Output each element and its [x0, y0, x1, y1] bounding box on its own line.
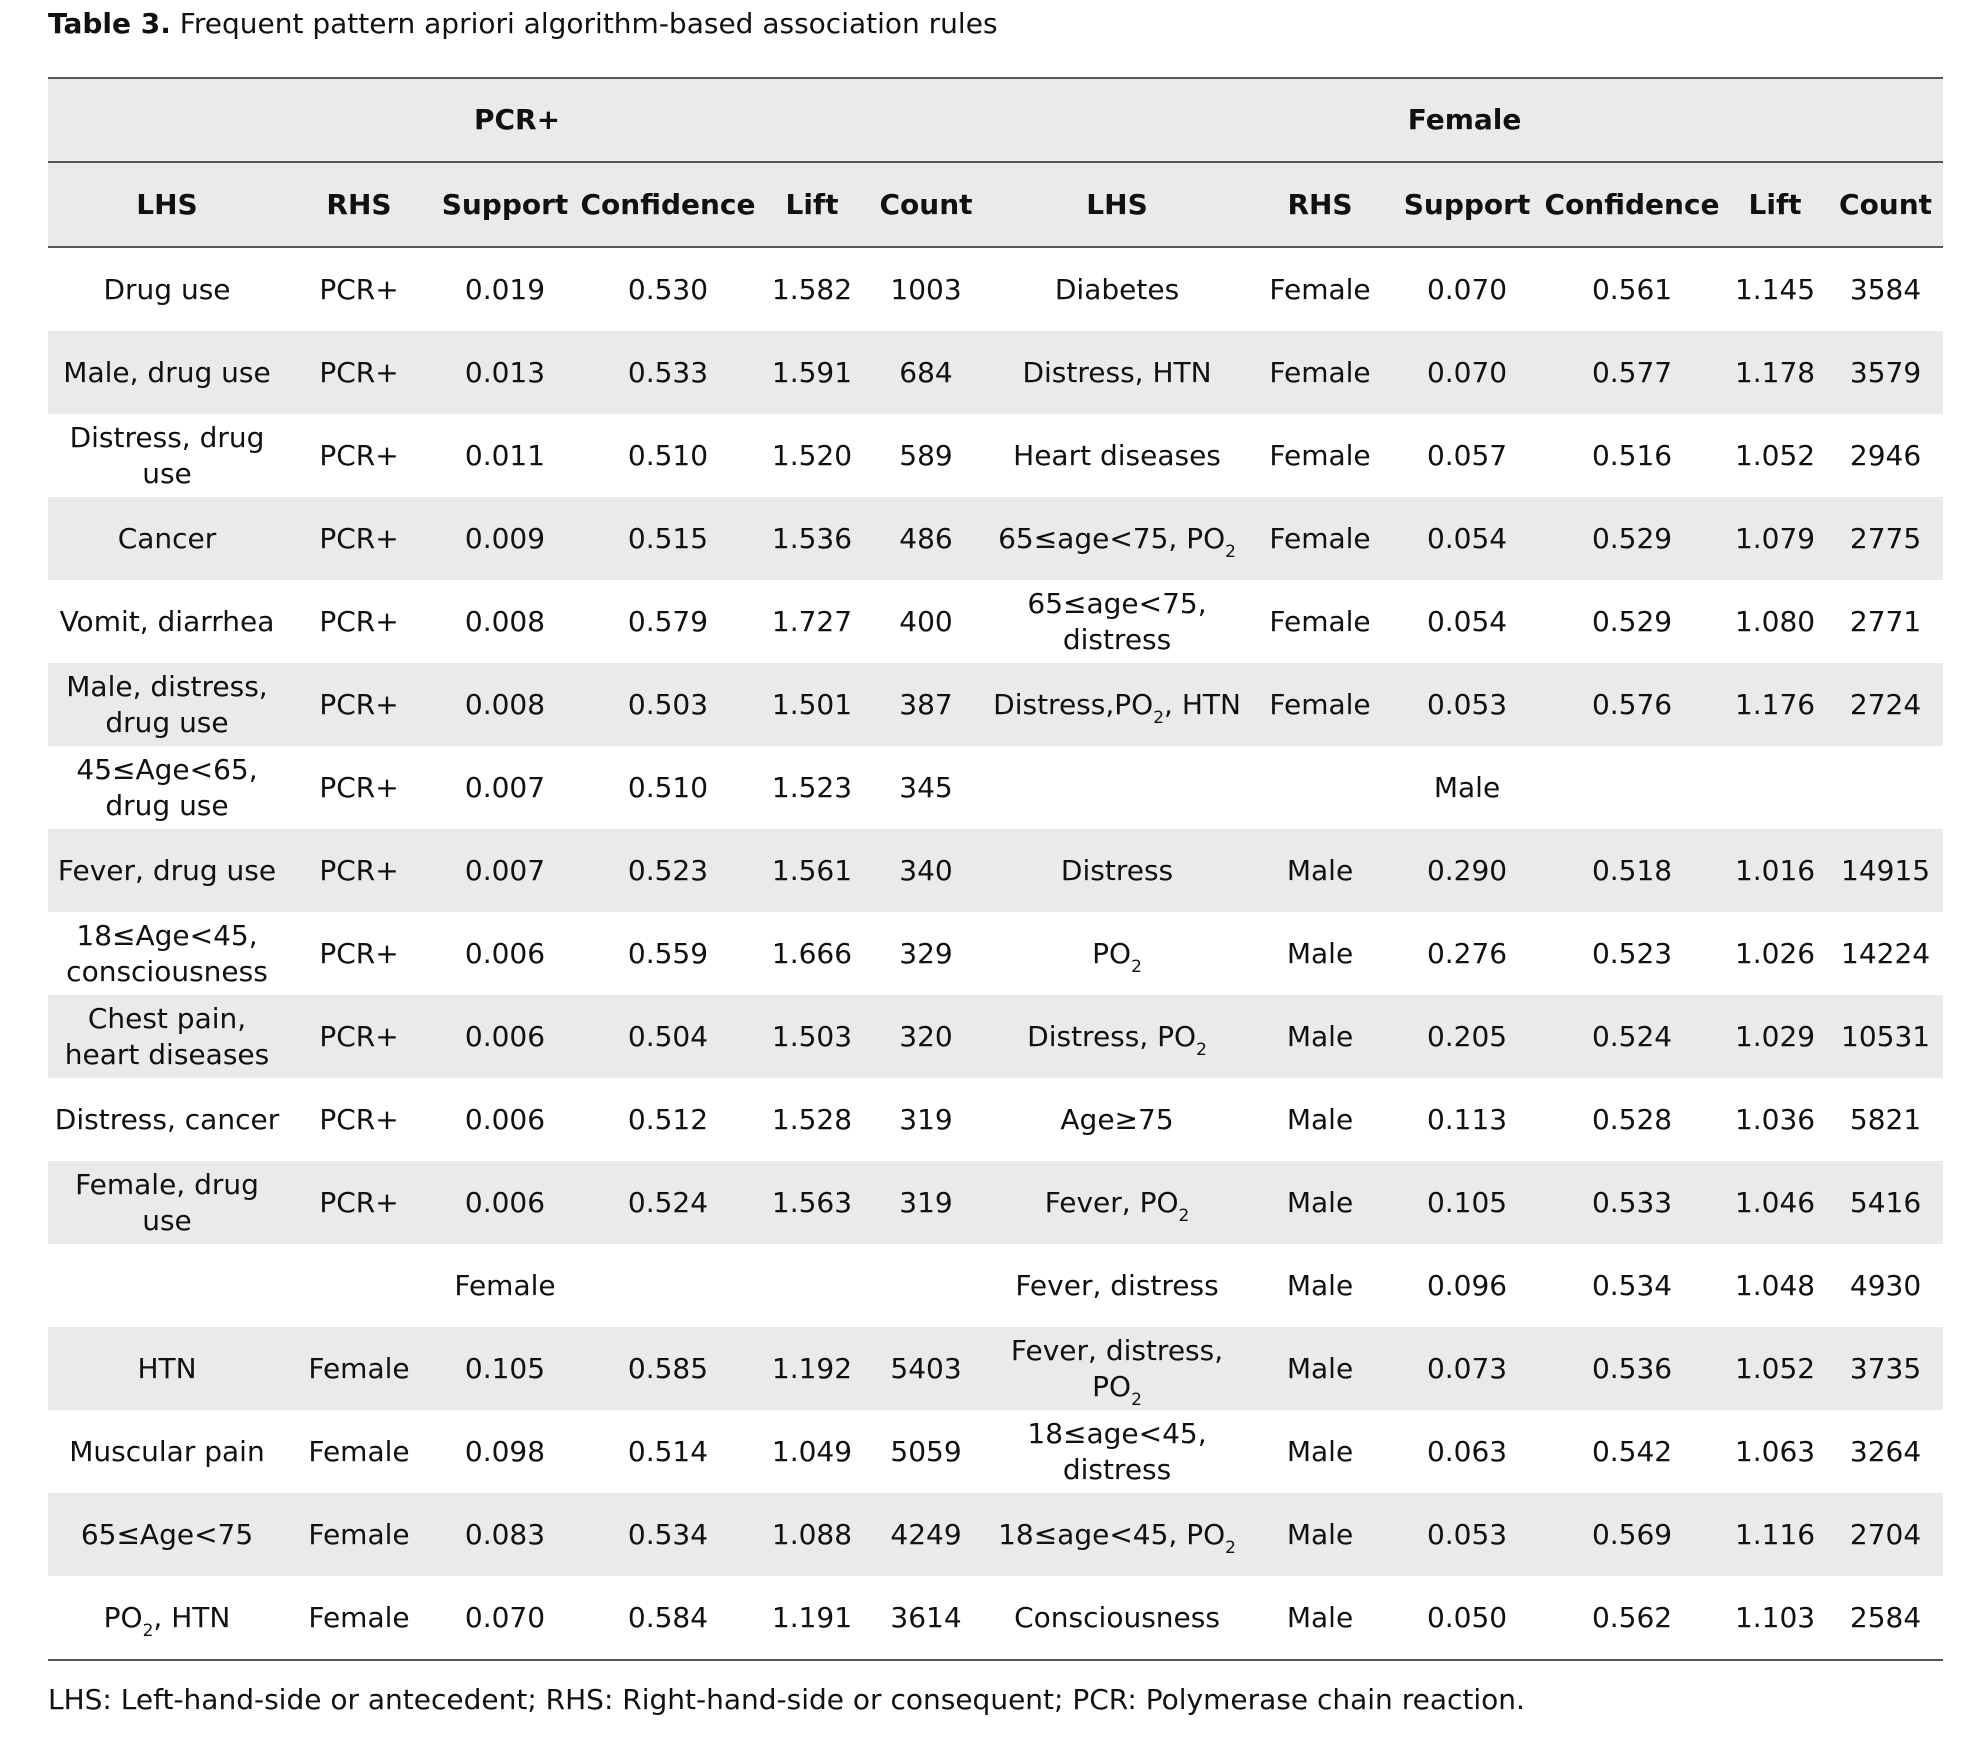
- column-header-confidence: Confidence: [578, 162, 758, 247]
- table-cell: Fever, distress: [1015, 1268, 1219, 1302]
- table-row: [48, 746, 1943, 829]
- table-cell: 0.503: [578, 663, 758, 746]
- table-cell: PCR+: [286, 497, 432, 580]
- table-cell: 0.534: [578, 1493, 758, 1576]
- table-cell: 1.036: [1734, 1102, 1816, 1136]
- table-cell: 3579: [1828, 331, 1943, 414]
- table-cell: 0.073: [1392, 1327, 1542, 1410]
- table-cell: 0.008: [432, 663, 578, 746]
- table-cell: 1.561: [758, 829, 866, 912]
- table-cell: 1.088: [758, 1493, 866, 1576]
- table-cell: 1.563: [758, 1161, 866, 1244]
- table-cell: Age≥75: [1060, 1102, 1174, 1136]
- table-cell: PCR+: [286, 995, 432, 1078]
- table-row: [48, 247, 1943, 331]
- table-row: [48, 1493, 1943, 1576]
- table-cell: PCR+: [319, 272, 399, 306]
- table-cell: 0.096: [1426, 1268, 1508, 1302]
- table-cell: 5821: [1849, 1102, 1922, 1136]
- table-cell: 319: [866, 1161, 986, 1244]
- table-cell: 0.054: [1392, 497, 1542, 580]
- table-cell: 0.007: [464, 770, 546, 804]
- table-cell: 0.105: [432, 1327, 578, 1410]
- table-cell: 1.052: [1722, 1327, 1828, 1410]
- table-cell: 0.514: [627, 1434, 709, 1468]
- table-cell: 329: [899, 936, 953, 970]
- table-cell: 18≤age<45, $PO_2$: [986, 1493, 1248, 1576]
- table-cell: 1.048: [1734, 1268, 1816, 1302]
- table-cell: Cancer: [48, 497, 286, 580]
- table-cell: Male: [1286, 1102, 1354, 1136]
- table-cell: Female: [1269, 272, 1371, 306]
- table-cell: PCR+: [319, 604, 399, 638]
- column-header-confidence: Confidence: [1542, 162, 1722, 247]
- table-cell: PCR+: [319, 438, 399, 472]
- table-row: [48, 912, 1943, 995]
- table-cell: 1.016: [1722, 829, 1828, 912]
- table-cell: 0.516: [1591, 438, 1673, 472]
- table-cell: 14224: [1841, 936, 1931, 970]
- table-cell: 0.053: [1392, 1493, 1542, 1576]
- subgroup-label-male: Male: [1433, 770, 1501, 804]
- table-cell: 1.049: [771, 1434, 853, 1468]
- column-header-support: Support: [432, 162, 578, 247]
- table-cell: 0.579: [627, 604, 709, 638]
- column-header-support: Support: [1392, 162, 1542, 247]
- table-cell: 0.063: [1426, 1434, 1508, 1468]
- table-cell: Fever, distress, $PO_2$: [986, 1327, 1248, 1410]
- table-cell: 3264: [1849, 1434, 1922, 1468]
- table-cell: 0.562: [1542, 1576, 1722, 1660]
- table-cell: 0.559: [627, 936, 709, 970]
- table-cell: Male: [1248, 1493, 1392, 1576]
- table-cell: 3735: [1828, 1327, 1943, 1410]
- table-cell-empty: [1542, 746, 1943, 829]
- table-cell: 45≤Age<65, drug use: [76, 752, 258, 822]
- table-cell: 65≤age<75, $PO_2$: [986, 497, 1248, 580]
- table-cell: 0.584: [578, 1576, 758, 1660]
- table-cell: Distress: [986, 829, 1248, 912]
- table-cell: Muscular pain: [69, 1434, 265, 1468]
- table-cell: $Distress,PO_2$, HTN: [986, 663, 1248, 746]
- table-row: [48, 1327, 1943, 1410]
- table-row: [48, 663, 1943, 746]
- table-cell: 400: [899, 604, 953, 638]
- table-cell: Female: [286, 1493, 432, 1576]
- table-cell: 0.523: [578, 829, 758, 912]
- table-cell: $PO_2$: [1092, 936, 1142, 977]
- table-cell: Female: [1248, 497, 1392, 580]
- table-row: [48, 1410, 1943, 1493]
- table-cell: 0.205: [1392, 995, 1542, 1078]
- table-cell: 684: [866, 331, 986, 414]
- table-footnote: LHS: Left-hand-side or antecedent; RHS: Right-hand-side or consequent; PCR: Polymerase chain reaction.: [48, 1683, 1525, 1716]
- table-row: [48, 1078, 1943, 1161]
- group-header-row: [48, 78, 1943, 162]
- table-cell: Vomit, diarrhea: [59, 604, 275, 638]
- table-cell: 4249: [866, 1493, 986, 1576]
- table-row: [48, 1161, 1943, 1244]
- table-cell: 0.512: [627, 1102, 709, 1136]
- table-cell: Drug use: [103, 272, 231, 306]
- table-row: [48, 1576, 1943, 1660]
- table-cell: 0.276: [1426, 936, 1508, 970]
- table-cell: 0.105: [1392, 1161, 1542, 1244]
- table-cell: 0.518: [1542, 829, 1722, 912]
- column-header-lift: Lift: [1722, 162, 1828, 247]
- table-cell: 3584: [1849, 272, 1922, 306]
- table-cell: 2724: [1828, 663, 1943, 746]
- table-cell: 1.727: [771, 604, 853, 638]
- table-cell: 0.534: [1591, 1268, 1673, 1302]
- table-cell: Distress, HTN: [986, 331, 1248, 414]
- table-cell: Female: [286, 1327, 432, 1410]
- column-header-lhs: LHS: [986, 162, 1248, 247]
- table-cell: 2584: [1828, 1576, 1943, 1660]
- table-cell: Distress, $PO_2$: [986, 995, 1248, 1078]
- table-row: [48, 829, 1943, 912]
- table-cell: 0.098: [464, 1434, 546, 1468]
- table-cell: 319: [899, 1102, 953, 1136]
- table-cell: 0.009: [432, 497, 578, 580]
- table-cell: 0.504: [578, 995, 758, 1078]
- column-header-rhs: RHS: [286, 162, 432, 247]
- table-cell: 10531: [1828, 995, 1943, 1078]
- table-cell: 1.523: [771, 770, 853, 804]
- table-cell: Consciousness: [986, 1576, 1248, 1660]
- table-cell: 2704: [1828, 1493, 1943, 1576]
- table-cell: 0.523: [1591, 936, 1673, 970]
- table-cell: $PO_2$, HTN: [48, 1576, 286, 1660]
- table-cell: 0.577: [1542, 331, 1722, 414]
- table-cell: Male: [1248, 1161, 1392, 1244]
- table-body: [48, 247, 1943, 1660]
- table-cell: 65≤Age<75: [48, 1493, 286, 1576]
- table-title: Frequent pattern apriori algorithm-based association rules: [179, 7, 998, 40]
- table-cell: 0.070: [1392, 331, 1542, 414]
- table-cell: 0.528: [1591, 1102, 1673, 1136]
- table-cell: 0.533: [1542, 1161, 1722, 1244]
- table-cell: Male: [1248, 995, 1392, 1078]
- table-cell: Female: [1269, 438, 1371, 472]
- table-cell: Female: [286, 1576, 432, 1660]
- table-cell: 0.006: [432, 995, 578, 1078]
- table-cell: 0.524: [578, 1161, 758, 1244]
- column-header-row: [48, 162, 1943, 247]
- table-cell: Male, distress, drug use: [48, 663, 286, 746]
- table-cell: 0.006: [464, 936, 546, 970]
- table-cell: 1.536: [758, 497, 866, 580]
- table-cell: 3614: [866, 1576, 986, 1660]
- group-header-female: Female: [986, 78, 1943, 162]
- table-cell: 1.591: [758, 331, 866, 414]
- table-cell: 0.019: [464, 272, 546, 306]
- table-cell: 18≤Age<45, consciousness: [66, 918, 268, 988]
- table-cell: Fever, drug use: [48, 829, 286, 912]
- table-cell: 0.576: [1542, 663, 1722, 746]
- table-cell: Female: [1248, 331, 1392, 414]
- table-cell: 0.008: [464, 604, 546, 638]
- table-cell-empty: [986, 746, 1392, 829]
- table-cell: 5403: [866, 1327, 986, 1410]
- table-cell: 2771: [1849, 604, 1922, 638]
- table-row: [48, 1244, 1943, 1327]
- group-header-pcr: PCR+: [48, 78, 986, 162]
- table-cell: 1.079: [1722, 497, 1828, 580]
- column-header-count: Count: [866, 162, 986, 247]
- table-cell: 0.524: [1542, 995, 1722, 1078]
- table-cell: 0.070: [432, 1576, 578, 1660]
- table-cell: 0.050: [1392, 1576, 1542, 1660]
- table-cell: Fever, $PO_2$: [986, 1161, 1248, 1244]
- table-cell: PCR+: [286, 1161, 432, 1244]
- table-cell: 0.529: [1542, 497, 1722, 580]
- table-cell: 0.006: [432, 1161, 578, 1244]
- table-cell: 1.520: [771, 438, 853, 472]
- table-cell: 1.582: [771, 272, 853, 306]
- table-cell: PCR+: [319, 936, 399, 970]
- table-cell: 0.053: [1392, 663, 1542, 746]
- table-cell: 1.052: [1734, 438, 1816, 472]
- table-row: [48, 995, 1943, 1078]
- table-cell: 2775: [1828, 497, 1943, 580]
- association-rules-table: [48, 77, 1943, 1661]
- table-cell: 0.057: [1426, 438, 1508, 472]
- column-header-count: Count: [1828, 162, 1943, 247]
- table-cell: PCR+: [319, 770, 399, 804]
- table-cell: 0.011: [464, 438, 546, 472]
- table-cell: 1.145: [1734, 272, 1816, 306]
- table-cell: Female: [1248, 663, 1392, 746]
- table-cell: 65≤age<75, distress: [1027, 586, 1207, 656]
- table-cell: Distress, drug use: [69, 420, 265, 490]
- table-cell: Male: [1286, 1434, 1354, 1468]
- table-cell: 1.080: [1734, 604, 1816, 638]
- table-cell: 0.510: [627, 438, 709, 472]
- table-cell: 1.103: [1722, 1576, 1828, 1660]
- table-cell: 4930: [1849, 1268, 1922, 1302]
- table-cell: 0.054: [1426, 604, 1508, 638]
- table-cell: 589: [899, 438, 953, 472]
- table-cell: 0.083: [432, 1493, 578, 1576]
- table-cell: 0.569: [1542, 1493, 1722, 1576]
- table-cell: Male: [1248, 829, 1392, 912]
- table-cell: 0.007: [432, 829, 578, 912]
- table-cell: PCR+: [286, 663, 432, 746]
- table-cell: Chest pain, heart diseases: [48, 995, 286, 1078]
- table-cell: 0.585: [578, 1327, 758, 1410]
- table-cell: 1.178: [1722, 331, 1828, 414]
- table-cell: 1003: [890, 272, 962, 306]
- table-cell: 0.006: [464, 1102, 546, 1136]
- table-cell: 2946: [1849, 438, 1922, 472]
- table-cell: 0.529: [1591, 604, 1673, 638]
- table-cell: 1.029: [1722, 995, 1828, 1078]
- table-cell: 5059: [890, 1434, 962, 1468]
- table-cell: 1.666: [771, 936, 853, 970]
- table-cell: 387: [866, 663, 986, 746]
- table-cell: 14915: [1828, 829, 1943, 912]
- column-header-lift: Lift: [758, 162, 866, 247]
- table-cell: Male: [1286, 1268, 1354, 1302]
- table-cell: Female: [308, 1434, 410, 1468]
- column-header-rhs: RHS: [1248, 162, 1392, 247]
- table-cell: PCR+: [286, 331, 432, 414]
- table-cell: 0.013: [432, 331, 578, 414]
- table-cell: 0.113: [1426, 1102, 1508, 1136]
- table-cell: 320: [866, 995, 986, 1078]
- table-row: [48, 331, 1943, 414]
- table-cell: 1.046: [1722, 1161, 1828, 1244]
- table-cell: 0.290: [1392, 829, 1542, 912]
- table-cell: 0.561: [1591, 272, 1673, 306]
- table-cell: 0.536: [1542, 1327, 1722, 1410]
- table-cell: 345: [899, 770, 953, 804]
- table-caption: [48, 6, 998, 42]
- table-cell: 5416: [1828, 1161, 1943, 1244]
- table-row: [48, 497, 1943, 580]
- table-cell: 1.501: [758, 663, 866, 746]
- table-cell: 1.176: [1722, 663, 1828, 746]
- table-cell: HTN: [48, 1327, 286, 1410]
- table-cell: Female, drug use: [48, 1161, 286, 1244]
- table-cell: 340: [866, 829, 986, 912]
- table-cell: 1.063: [1734, 1434, 1816, 1468]
- table-cell: 0.533: [578, 331, 758, 414]
- table-cell-empty: [578, 1244, 986, 1327]
- table-cell: 1.192: [758, 1327, 866, 1410]
- table-cell: 1.528: [771, 1102, 853, 1136]
- table-label: Table 3.: [48, 7, 171, 40]
- table-cell: Male: [1248, 1576, 1392, 1660]
- table-cell: 0.542: [1591, 1434, 1673, 1468]
- table-cell: 0.530: [627, 272, 709, 306]
- table-cell: 1.503: [758, 995, 866, 1078]
- table-cell: 1.191: [758, 1576, 866, 1660]
- table-cell-empty: [48, 1244, 432, 1327]
- table-cell: Female: [1269, 604, 1371, 638]
- table-cell: Heart diseases: [1013, 438, 1221, 472]
- table-cell: 0.070: [1426, 272, 1508, 306]
- table-cell: PCR+: [319, 1102, 399, 1136]
- table-cell: Distress, cancer: [54, 1102, 280, 1136]
- table-cell: Male, drug use: [48, 331, 286, 414]
- table-cell: 0.510: [627, 770, 709, 804]
- table-cell: Male: [1248, 1327, 1392, 1410]
- table-cell: 18≤age<45, distress: [1027, 1416, 1207, 1486]
- table-cell: PCR+: [286, 829, 432, 912]
- table-cell: Male: [1286, 936, 1354, 970]
- table-row: [48, 580, 1943, 663]
- table-cell: Diabetes: [1054, 272, 1180, 306]
- table-cell: 486: [866, 497, 986, 580]
- table-cell: 1.026: [1734, 936, 1816, 970]
- table-cell: 1.116: [1722, 1493, 1828, 1576]
- column-header-lhs: LHS: [48, 162, 286, 247]
- table-row: [48, 414, 1943, 497]
- subgroup-label-female: Female: [454, 1268, 556, 1302]
- table-cell: 0.515: [578, 497, 758, 580]
